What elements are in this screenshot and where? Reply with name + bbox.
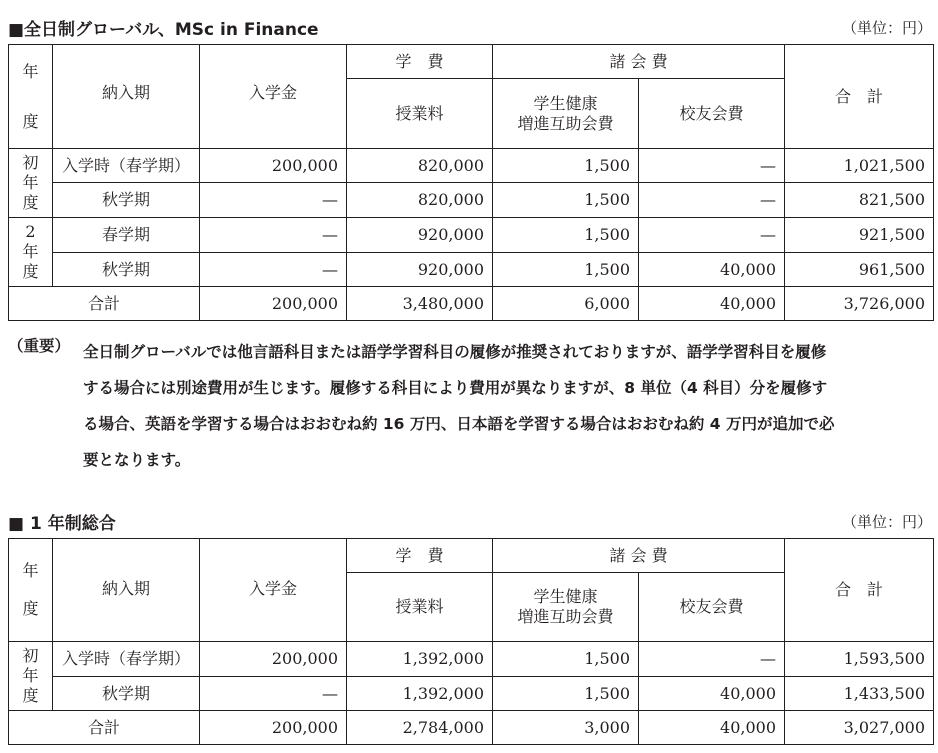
total-header: 合 計 — [785, 45, 934, 149]
health-cell: 1,500 — [493, 149, 639, 183]
tuition-total: 3,480,000 — [347, 287, 493, 321]
total-cell: 921,500 — [785, 218, 934, 253]
grand-total: 3,726,000 — [785, 287, 934, 321]
health-cell: 1,500 — [493, 642, 639, 677]
admission-fee-header: 入学金 — [200, 45, 347, 149]
note-line: る場合、英語を学習する場合はおおむね約 16 万円、日本語を学習する場合はおおむね約 4 万円が追加で必 — [83, 415, 835, 433]
tuition-cell: 1,392,000 — [347, 677, 493, 711]
alumni-cell: 40,000 — [639, 677, 785, 711]
table-row — [9, 183, 934, 218]
alumni-fee-header: 校友会費 — [639, 573, 785, 642]
total-cell: 821,500 — [785, 183, 934, 218]
admission-cell: 200,000 — [200, 642, 347, 677]
total-cell: 1,593,500 — [785, 642, 934, 677]
admission-fee-header: 入学金 — [200, 539, 347, 642]
health-cell: 1,500 — [493, 218, 639, 253]
section1-unit: （単位：円） — [841, 19, 932, 37]
payment-period-header: 納入期 — [53, 539, 200, 642]
period-cell: 秋学期 — [53, 183, 200, 218]
alumni-total: 40,000 — [639, 287, 785, 321]
table-row — [9, 149, 934, 183]
table-row — [9, 218, 934, 253]
section2-unit: （単位：円） — [841, 513, 932, 531]
table-row — [9, 253, 934, 287]
note-line: する場合には別途費用が生じます。履修する科目により費用が異なりますが、8 単位（4 科目）分を履修す — [83, 379, 828, 397]
totals-label: 合計 — [9, 287, 200, 321]
section1-header — [8, 15, 932, 39]
admission-cell: — — [200, 253, 347, 287]
totals-row — [9, 711, 934, 745]
health-fee-header: 学生健康 増進互助会費 — [493, 79, 639, 149]
admission-total: 200,000 — [200, 711, 347, 745]
alumni-total: 40,000 — [639, 711, 785, 745]
alumni-cell: 40,000 — [639, 253, 785, 287]
note-text — [83, 334, 933, 478]
health-total: 3,000 — [493, 711, 639, 745]
period-cell: 秋学期 — [53, 253, 200, 287]
note-line: 要となります。 — [83, 451, 191, 469]
payment-period-header: 納入期 — [53, 45, 200, 149]
total-cell: 961,500 — [785, 253, 934, 287]
tuition-group-header: 学 費 — [347, 539, 493, 573]
section2-fee-table — [8, 538, 934, 745]
fees-group-header: 諸 会 費 — [493, 539, 785, 573]
grand-total: 3,027,000 — [785, 711, 934, 745]
alumni-cell: — — [639, 183, 785, 218]
alumni-cell: — — [639, 218, 785, 253]
tuition-group-header: 学 費 — [347, 45, 493, 79]
health-fee-header: 学生健康 増進互助会費 — [493, 573, 639, 642]
period-cell: 入学時（春学期） — [53, 149, 200, 183]
alumni-fee-header: 校友会費 — [639, 79, 785, 149]
tuition-total: 2,784,000 — [347, 711, 493, 745]
admission-cell: — — [200, 677, 347, 711]
year-header: 年 度 — [9, 45, 53, 149]
tuition-cell: 820,000 — [347, 149, 493, 183]
alumni-cell: — — [639, 149, 785, 183]
tuition-cell: 920,000 — [347, 253, 493, 287]
total-cell: 1,021,500 — [785, 149, 934, 183]
admission-total: 200,000 — [200, 287, 347, 321]
fees-group-header: 諸 会 費 — [493, 45, 785, 79]
period-cell: 入学時（春学期） — [53, 642, 200, 677]
section1-fee-table — [8, 44, 934, 321]
admission-cell: — — [200, 183, 347, 218]
year-header: 年 度 — [9, 539, 53, 642]
health-cell: 1,500 — [493, 677, 639, 711]
year-label-second: 2 年 度 — [9, 218, 53, 287]
note-label: （重要） — [8, 337, 71, 355]
note-line: 全日制グローバルでは他言語科目または語学学習科目の履修が推奨されておりますが、語学学習科目を履修 — [83, 343, 827, 361]
alumni-cell: — — [639, 642, 785, 677]
tuition-cell: 920,000 — [347, 218, 493, 253]
year-label-first: 初 年 度 — [9, 642, 53, 711]
admission-cell: — — [200, 218, 347, 253]
totals-row — [9, 287, 934, 321]
section2-header — [8, 509, 932, 533]
admission-cell: 200,000 — [200, 149, 347, 183]
health-cell: 1,500 — [493, 253, 639, 287]
total-header: 合 計 — [785, 539, 934, 642]
health-total: 6,000 — [493, 287, 639, 321]
total-cell: 1,433,500 — [785, 677, 934, 711]
tuition-header: 授業料 — [347, 79, 493, 149]
health-cell: 1,500 — [493, 183, 639, 218]
tuition-header: 授業料 — [347, 573, 493, 642]
totals-label: 合計 — [9, 711, 200, 745]
tuition-cell: 820,000 — [347, 183, 493, 218]
tuition-cell: 1,392,000 — [347, 642, 493, 677]
year-label-first: 初 年 度 — [9, 149, 53, 218]
section2-title: ■ 1 年制総合 — [8, 514, 116, 534]
section1-title: ■全日制グローバル、MSc in Finance — [8, 20, 319, 40]
period-cell: 秋学期 — [53, 677, 200, 711]
table-row — [9, 642, 934, 677]
table-row — [9, 677, 934, 711]
period-cell: 春学期 — [53, 218, 200, 253]
